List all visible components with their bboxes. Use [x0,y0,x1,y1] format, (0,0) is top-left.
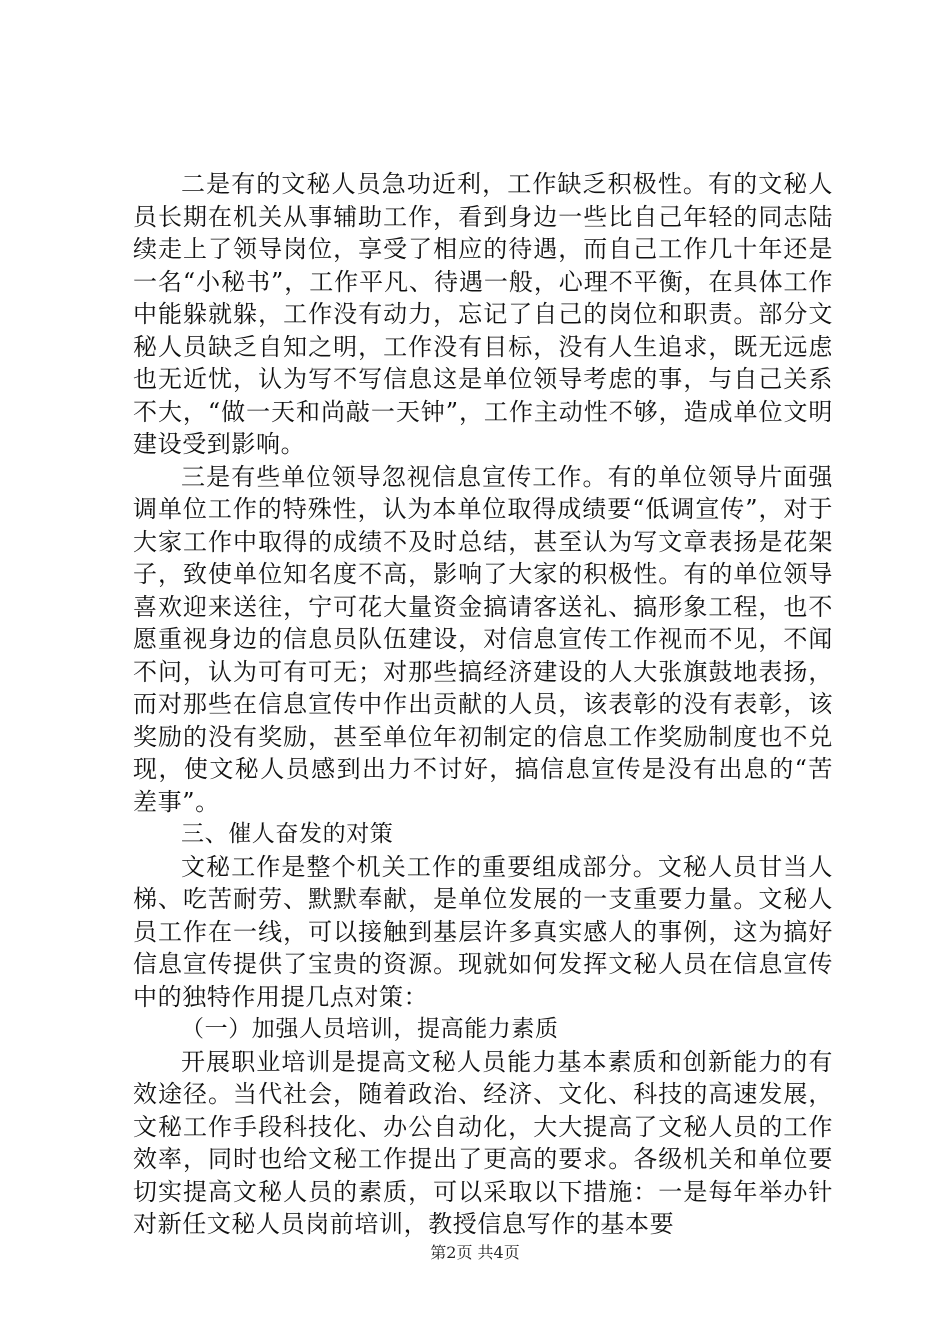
section-heading: 三、催人奋发的对策 [181,821,394,847]
page-number-footer: 第2页 共4页 [430,1243,520,1262]
paragraph-training: 开展职业培训是提高文秘人员能力基本素质和创新能力的有效途径。当代社会，随着政治、经济、文化、科技的高速发展，文秘工作手段科技化、办公自动化，大大提高了文秘人员的工作效率，同时也给文秘工作提出了更高的要求。各级机关和单位要切实提高文秘人员的素质，可以采取以下措施：一是每年举办针对新任文秘人员岗前培训，教授信息写作的基本要 [133,1047,833,1238]
subheading-training: （一）加强人员培训，提高能力素质 [181,1016,559,1042]
document-body [133,168,833,1241]
paragraph-section-intro: 文秘工作是整个机关工作的重要组成部分。文秘人员甘当人梯、吃苦耐劳、默默奉献，是单位发展的一支重要力量。文秘人员工作在一线，可以接触到基层许多真实感人的事例，这为搞好信息宣传提供了宝贵的资源。现就如何发挥文秘人员在信息宣传中的独特作用提几点对策： [133,852,833,1011]
paragraph-second-reason: 二是有的文秘人员急功近利，工作缺乏积极性。有的文秘人员长期在机关从事辅助工作，看到身边一些比自己年轻的同志陆续走上了领导岗位，享受了相应的待遇，而自己工作几十年还是一名“小秘书”，工作平凡、待遇一般，心理不平衡，在具体工作中能躲就躲，工作没有动力，忘记了自己的岗位和职责。部分文秘人员缺乏自知之明，工作没有目标，没有人生追求，既无远虑也无近忧，认为写不写信息这是单位领导考虑的事，与自己关系不大，“做一天和尚敲一天钟”，工作主动性不够，造成单位文明建设受到影响。 [133,170,833,458]
paragraph-third-reason: 三是有些单位领导忽视信息宣传工作。有的单位领导片面强调单位工作的特殊性，认为本单位取得成绩要“低调宣传”，对于大家工作中取得的成绩不及时总结，甚至认为写文章表扬是花架子，致使单位知名度不高，影响了大家的积极性。有的单位领导喜欢迎来送往，宁可花大量资金搞请客送礼、搞形象工程，也不愿重视身边的信息员队伍建设，对信息宣传工作视而不见，不闻不问，认为可有可无；对那些搞经济建设的人大张旗鼓地表扬，而对那些在信息宣传中作出贡献的人员，该表彰的没有表彰，该奖励的没有奖励，甚至单位年初制定的信息工作奖励制度也不兑现，使文秘人员感到出力不讨好，搞信息宣传是没有出息的“苦差事”。 [133,462,833,816]
